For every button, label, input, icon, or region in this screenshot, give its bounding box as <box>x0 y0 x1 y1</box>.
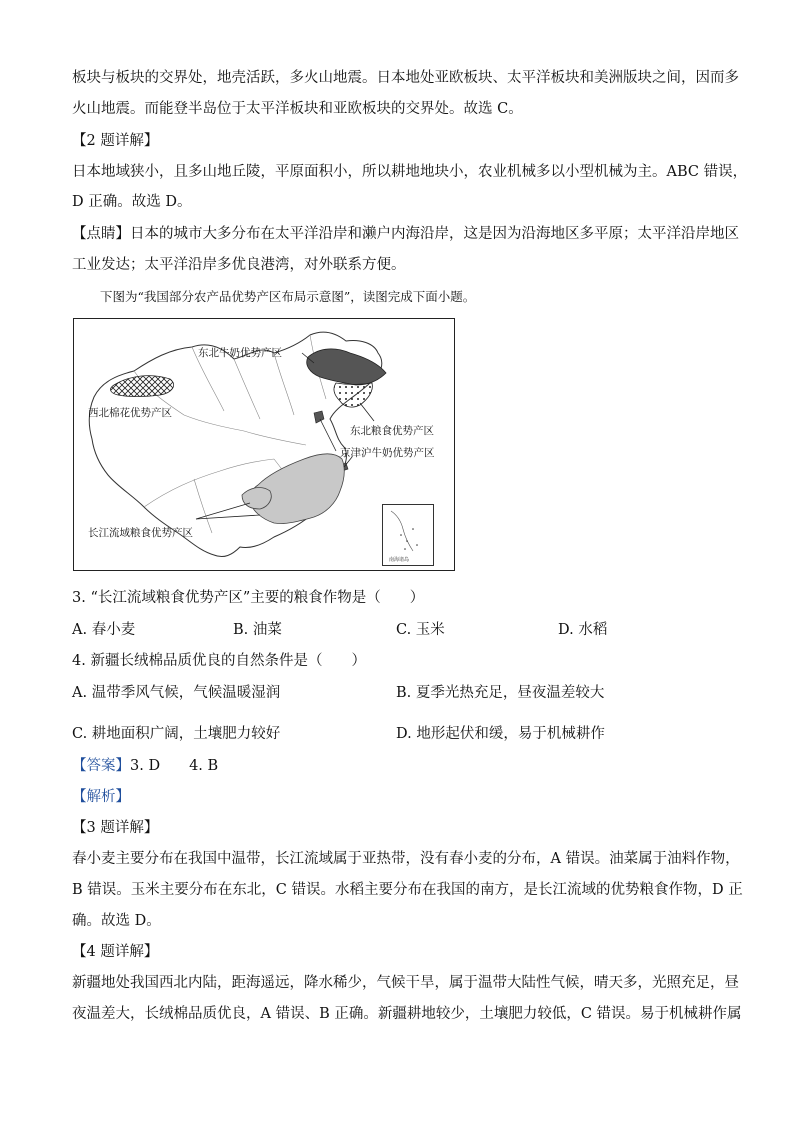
china-map-figure <box>73 318 455 571</box>
q3-option-a: A. 春小麦 <box>72 622 136 638</box>
answer-text: 3. D 4. B <box>130 758 219 774</box>
q3-detail-line3: 确。故选 D。 <box>72 913 161 929</box>
note-label: 【点睛】 <box>72 226 130 242</box>
answer-label: 【答案】 <box>72 758 130 774</box>
inset-label: 南海诸岛 <box>389 557 410 563</box>
q3-stem: 3. “长江流域粮食优势产区”主要的粮食作物是（ ） <box>72 590 425 606</box>
q4-detail-line1: 新疆地处我国西北内陆，距海遥远，降水稀少，气候干旱，属于温带大陆性气候，晴天多，光照充足，昼 <box>72 975 739 991</box>
para1-line2: 火山地震。而能登半岛位于太平洋板块和亚欧板块的交界处。故选 C。 <box>72 101 523 117</box>
q3-heading: 【3 题详解】 <box>72 820 159 836</box>
label-northeast-grain: 东北粮食优势产区 <box>350 425 434 437</box>
label-northeast-milk: 东北牛奶优势产区 <box>198 347 282 359</box>
label-yangtze-grain: 长江流域粮食优势产区 <box>88 527 193 539</box>
q3-detail-line2: B 错误。玉米主要分布在东北，C 错误。水稻主要分布在我国的南方，是长江流域的优势粮食作物，D 正 <box>72 882 743 898</box>
q4-option-b: B. 夏季光热充足，昼夜温差较大 <box>396 685 605 701</box>
answer-line <box>72 756 218 776</box>
q3-option-d: D. 水稻 <box>558 622 608 638</box>
south-china-sea-inset <box>382 504 434 566</box>
para1-line1: 板块与板块的交界处，地壳活跃，多火山地震。日本地处亚欧板块、太平洋板块和美洲版块之间，因而多 <box>72 70 739 86</box>
q3-option-b: B. 油菜 <box>233 622 282 638</box>
figure-intro: 下图为“我国部分农产品优势产区布局示意图”，读图完成下面小题。 <box>100 289 476 304</box>
q2-detail-line1: 日本地域狭小，且多山地丘陵，平原面积小，所以耕地地块小，农业机械多以小型机械为主。ABC 错误， <box>72 164 748 180</box>
q4-option-c: C. 耕地面积广阔，土壤肥力较好 <box>72 726 281 742</box>
label-northwest-cotton: 西北棉花优势产区 <box>88 407 172 419</box>
q4-option-d: D. 地形起伏和缓，易于机械耕作 <box>396 726 605 742</box>
q4-detail-line2: 夜温差大，长绒棉品质优良，A 错误、B 正确。新疆耕地较少，土壤肥力较低，C 错误。易于机械耕作属 <box>72 1006 742 1022</box>
label-jingjinhu-milk: 京津沪牛奶优势产区 <box>340 447 435 459</box>
analysis-label: 【解析】 <box>72 789 130 805</box>
q2-heading: 【2 题详解】 <box>72 133 159 149</box>
note-line2: 工业发达；太平洋沿岸多优良港湾，对外联系方便。 <box>72 257 406 273</box>
note-line1 <box>72 224 739 244</box>
q4-option-a: A. 温带季风气候，气候温暖湿润 <box>72 685 281 701</box>
q3-option-c: C. 玉米 <box>396 622 445 638</box>
q4-heading: 【4 题详解】 <box>72 944 159 960</box>
q2-detail-line2: D 正确。故选 D。 <box>72 194 192 210</box>
note-text-1: 日本的城市大多分布在太平洋沿岸和濑户内海沿岸，这是因为沿海地区多平原；太平洋沿岸地区 <box>130 226 739 242</box>
q4-stem: 4. 新疆长绒棉品质优良的自然条件是（ ） <box>72 653 366 669</box>
q3-detail-line1: 春小麦主要分布在我国中温带，长江流域属于亚热带，没有春小麦的分布，A 错误。油菜属于油料作物， <box>72 851 740 867</box>
